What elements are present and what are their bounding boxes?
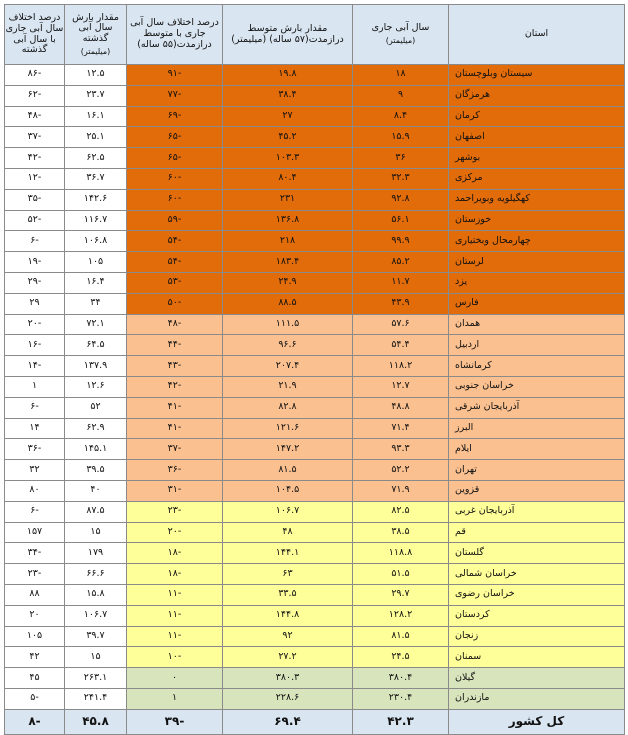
current-cell: ۳۸.۵	[353, 522, 449, 543]
avg-pct-cell: -۵۳	[127, 272, 223, 293]
avg-pct-cell: -۱۰	[127, 647, 223, 668]
table-row	[5, 460, 625, 481]
current-cell: ۴۳.۹	[353, 293, 449, 314]
province-cell: چهارمحال وبختیاری	[449, 231, 625, 252]
prev-pct-cell: -۲۹	[5, 272, 65, 293]
province-cell: زنجان	[449, 626, 625, 647]
province-cell: تهران	[449, 460, 625, 481]
prev-cell: ۲۴۱.۴	[65, 688, 127, 709]
avg-cell: ۱۱۱.۵	[223, 314, 353, 335]
table-row	[5, 272, 625, 293]
avg-pct-cell: ۱	[127, 688, 223, 709]
avg-pct-cell: -۶۵	[127, 148, 223, 169]
avg-cell: ۸۱.۵	[223, 460, 353, 481]
avg-pct-cell: -۱۸	[127, 564, 223, 585]
prev-cell: ۱۴۲.۶	[65, 189, 127, 210]
prev-pct-cell: ۳۲	[5, 460, 65, 481]
avg-pct-cell: -۶۹	[127, 106, 223, 127]
current-cell: ۹	[353, 85, 449, 106]
prev-pct-cell: ۲۰	[5, 605, 65, 626]
province-cell: آذربایجان غربی	[449, 501, 625, 522]
province-cell: البرز	[449, 418, 625, 439]
prev-cell: ۱۵.۸	[65, 584, 127, 605]
table-row	[5, 356, 625, 377]
avg-pct-cell: -۴۸	[127, 314, 223, 335]
avg-pct-cell: -۶۰	[127, 168, 223, 189]
current-cell: ۵۷.۶	[353, 314, 449, 335]
current-cell: ۲۹.۷	[353, 584, 449, 605]
table-row	[5, 688, 625, 709]
table-row	[5, 418, 625, 439]
prev-cell: ۱۳۷.۹	[65, 356, 127, 377]
table-row	[5, 522, 625, 543]
province-cell: لرستان	[449, 252, 625, 273]
prev-cell: ۷۲.۱	[65, 314, 127, 335]
avg-cell: ۱۰۳.۳	[223, 148, 353, 169]
province-cell: یزد	[449, 272, 625, 293]
prev-cell: ۱۰۵	[65, 252, 127, 273]
avg-cell: ۳۸۰.۳	[223, 668, 353, 689]
prev-pct-cell: ۴۲	[5, 647, 65, 668]
prev-cell: ۱۰۶.۷	[65, 605, 127, 626]
province-cell: خوزستان	[449, 210, 625, 231]
current-cell: ۵۱.۵	[353, 564, 449, 585]
avg-pct-cell: -۳۷	[127, 439, 223, 460]
avg-pct-cell: -۴۴	[127, 335, 223, 356]
province-cell: کرمان	[449, 106, 625, 127]
prev-pct-cell: -۱۹	[5, 252, 65, 273]
province-cell: اصفهان	[449, 127, 625, 148]
total-avg: ۶۹.۴	[223, 709, 353, 734]
total-row	[5, 709, 625, 734]
avg-cell: ۱۸۳.۴	[223, 252, 353, 273]
avg-pct-cell: -۳۶	[127, 460, 223, 481]
header-prev-pct: درصد اختلاف سال آبی جاری با سال آبی گذشته	[5, 5, 65, 65]
avg-pct-cell: -۱۸	[127, 543, 223, 564]
province-cell: ایلام	[449, 439, 625, 460]
table-row	[5, 231, 625, 252]
current-cell: ۱۵.۹	[353, 127, 449, 148]
prev-cell: ۲۳.۷	[65, 85, 127, 106]
current-cell: ۱۲۸.۲	[353, 605, 449, 626]
avg-cell: ۲۷	[223, 106, 353, 127]
prev-pct-cell: -۱۴	[5, 356, 65, 377]
header-province: استان	[449, 5, 625, 65]
province-cell: گلستان	[449, 543, 625, 564]
avg-cell: ۳۳.۵	[223, 584, 353, 605]
prev-pct-cell: -۲۰	[5, 314, 65, 335]
prev-cell: ۲۶۳.۱	[65, 668, 127, 689]
current-cell: ۹۲.۸	[353, 189, 449, 210]
avg-cell: ۲۷.۲	[223, 647, 353, 668]
prev-pct-cell: ۱۰۵	[5, 626, 65, 647]
current-cell: ۲۴.۵	[353, 647, 449, 668]
prev-cell: ۳۴	[65, 293, 127, 314]
avg-cell: ۱۴۴.۱	[223, 543, 353, 564]
province-cell: کرمانشاه	[449, 356, 625, 377]
prev-pct-cell: -۸۶	[5, 65, 65, 86]
province-cell: بوشهر	[449, 148, 625, 169]
table-row	[5, 189, 625, 210]
table-row	[5, 106, 625, 127]
avg-cell: ۱۹.۸	[223, 65, 353, 86]
avg-cell: ۲۰۷.۴	[223, 356, 353, 377]
avg-cell: ۱۴۷.۲	[223, 439, 353, 460]
current-cell: ۹۳.۳	[353, 439, 449, 460]
province-cell: گیلان	[449, 668, 625, 689]
province-cell: آذربایجان شرقی	[449, 397, 625, 418]
prev-pct-cell: -۵۲	[5, 210, 65, 231]
province-cell: سیستان وبلوچستان	[449, 65, 625, 86]
prev-cell: ۵۲	[65, 397, 127, 418]
prev-pct-cell: -۱۶	[5, 335, 65, 356]
avg-pct-cell: -۱۱	[127, 584, 223, 605]
avg-cell: ۸۲.۸	[223, 397, 353, 418]
avg-pct-cell: -۵۴	[127, 252, 223, 273]
rainfall-table	[4, 4, 625, 735]
prev-cell: ۳۹.۷	[65, 626, 127, 647]
province-cell: اردبیل	[449, 335, 625, 356]
table-row	[5, 335, 625, 356]
avg-cell: ۸۸.۵	[223, 293, 353, 314]
avg-pct-cell: -۲۰	[127, 522, 223, 543]
prev-pct-cell: -۳۶	[5, 439, 65, 460]
avg-pct-cell: -۲۳	[127, 501, 223, 522]
prev-cell: ۸۷.۵	[65, 501, 127, 522]
table-row	[5, 564, 625, 585]
current-cell: ۱۸	[353, 65, 449, 86]
table-row	[5, 168, 625, 189]
table-row	[5, 543, 625, 564]
province-cell: خراسان جنوبی	[449, 376, 625, 397]
prev-cell: ۱۱۶.۷	[65, 210, 127, 231]
total-current: ۴۲.۳	[353, 709, 449, 734]
header-current: سال آبی جاری (میلیمتر)	[353, 5, 449, 65]
total-prev: ۴۵.۸	[65, 709, 127, 734]
table-row	[5, 65, 625, 86]
prev-cell: ۱۵	[65, 647, 127, 668]
current-cell: ۱۱.۷	[353, 272, 449, 293]
table-row	[5, 647, 625, 668]
header-row	[5, 5, 625, 65]
prev-cell: ۲۵.۱	[65, 127, 127, 148]
avg-pct-cell: -۴۳	[127, 356, 223, 377]
prev-pct-cell: -۴۲	[5, 148, 65, 169]
current-cell: ۷۱.۹	[353, 480, 449, 501]
avg-pct-cell: -۶۰	[127, 189, 223, 210]
current-cell: ۳۲.۳	[353, 168, 449, 189]
prev-pct-cell: -۳۴	[5, 543, 65, 564]
prev-pct-cell: -۲۳	[5, 564, 65, 585]
table-row	[5, 501, 625, 522]
avg-cell: ۱۰۶.۷	[223, 501, 353, 522]
total-province: کل کشور	[449, 709, 625, 734]
avg-pct-cell: -۶۵	[127, 127, 223, 148]
avg-cell: ۹۲	[223, 626, 353, 647]
avg-cell: ۸۰.۴	[223, 168, 353, 189]
current-cell: ۴۸.۸	[353, 397, 449, 418]
prev-cell: ۱۲.۵	[65, 65, 127, 86]
prev-pct-cell: -۶	[5, 501, 65, 522]
prev-cell: ۱۴۵.۱	[65, 439, 127, 460]
avg-pct-cell: -۳۱	[127, 480, 223, 501]
current-cell: ۱۱۸.۲	[353, 356, 449, 377]
table-row	[5, 210, 625, 231]
prev-pct-cell: ۲۹	[5, 293, 65, 314]
avg-cell: ۲۱۸	[223, 231, 353, 252]
total-prev-pct: -۸	[5, 709, 65, 734]
avg-cell: ۱۰۴.۵	[223, 480, 353, 501]
current-cell: ۳۸۰.۴	[353, 668, 449, 689]
avg-cell: ۹۶.۶	[223, 335, 353, 356]
prev-pct-cell: -۴۸	[5, 106, 65, 127]
header-prev: مقدار بارش سال آبی گذشته (میلیمتر)	[65, 5, 127, 65]
header-avg: مقدار بارش متوسط درازمدت(۵۷ ساله) (میلیمتر)	[223, 5, 353, 65]
prev-cell: ۳۹.۵	[65, 460, 127, 481]
avg-pct-cell: -۱۱	[127, 605, 223, 626]
current-cell: ۷۱.۴	[353, 418, 449, 439]
prev-pct-cell: -۶۲	[5, 85, 65, 106]
avg-cell: ۲۴.۹	[223, 272, 353, 293]
table-row	[5, 314, 625, 335]
current-cell: ۹۹.۹	[353, 231, 449, 252]
current-cell: ۸۱.۵	[353, 626, 449, 647]
prev-pct-cell: ۸۸	[5, 584, 65, 605]
table-row	[5, 584, 625, 605]
table-row	[5, 626, 625, 647]
current-cell: ۳۶	[353, 148, 449, 169]
province-cell: سمنان	[449, 647, 625, 668]
avg-pct-cell: -۱۱	[127, 626, 223, 647]
prev-pct-cell: -۱۲	[5, 168, 65, 189]
prev-pct-cell: -۳۷	[5, 127, 65, 148]
prev-cell: ۶۶.۶	[65, 564, 127, 585]
province-cell: خراسان شمالی	[449, 564, 625, 585]
prev-cell: ۱۷۹	[65, 543, 127, 564]
current-cell: ۲۳۰.۴	[353, 688, 449, 709]
province-cell: خراسان رضوی	[449, 584, 625, 605]
province-cell: کردستان	[449, 605, 625, 626]
province-cell: همدان	[449, 314, 625, 335]
avg-pct-cell: -۵۹	[127, 210, 223, 231]
prev-cell: ۶۲.۹	[65, 418, 127, 439]
table-row	[5, 376, 625, 397]
avg-pct-cell: -۹۱	[127, 65, 223, 86]
table-row	[5, 252, 625, 273]
current-cell: ۸.۴	[353, 106, 449, 127]
current-cell: ۱۱۸.۸	[353, 543, 449, 564]
prev-cell: ۱۶.۴	[65, 272, 127, 293]
table-row	[5, 293, 625, 314]
province-cell: قم	[449, 522, 625, 543]
province-cell: کهگیلویه وبویراحمد	[449, 189, 625, 210]
current-cell: ۵۴.۴	[353, 335, 449, 356]
avg-cell: ۱۲۱.۶	[223, 418, 353, 439]
prev-pct-cell: ۱۵۷	[5, 522, 65, 543]
avg-pct-cell: -۵۴	[127, 231, 223, 252]
prev-cell: ۴۰	[65, 480, 127, 501]
prev-cell: ۱۵	[65, 522, 127, 543]
prev-pct-cell: -۵	[5, 688, 65, 709]
current-cell: ۱۲.۷	[353, 376, 449, 397]
avg-pct-cell: -۴۲	[127, 376, 223, 397]
avg-pct-cell: -۴۱	[127, 397, 223, 418]
table-row	[5, 668, 625, 689]
province-cell: قزوین	[449, 480, 625, 501]
table-row	[5, 85, 625, 106]
avg-cell: ۶۳	[223, 564, 353, 585]
province-cell: مرکزی	[449, 168, 625, 189]
avg-cell: ۴۸	[223, 522, 353, 543]
prev-pct-cell: ۱	[5, 376, 65, 397]
prev-pct-cell: ۱۴	[5, 418, 65, 439]
table-row	[5, 480, 625, 501]
prev-cell: ۳۶.۷	[65, 168, 127, 189]
header-avg-pct: درصد اختلاف سال آبی جاری با متوسط درازمدت(۵۵ ساله)	[127, 5, 223, 65]
prev-pct-cell: ۴۵	[5, 668, 65, 689]
province-cell: مازندران	[449, 688, 625, 709]
avg-cell: ۲۲۸.۶	[223, 688, 353, 709]
current-cell: ۵۲.۲	[353, 460, 449, 481]
prev-cell: ۶۴.۵	[65, 335, 127, 356]
current-cell: ۵۶.۱	[353, 210, 449, 231]
province-cell: فارس	[449, 293, 625, 314]
prev-cell: ۱۲.۶	[65, 376, 127, 397]
avg-pct-cell: -۷۷	[127, 85, 223, 106]
province-cell: هرمزگان	[449, 85, 625, 106]
prev-pct-cell: -۶	[5, 397, 65, 418]
avg-cell: ۳۸.۴	[223, 85, 353, 106]
avg-cell: ۲۱.۹	[223, 376, 353, 397]
prev-pct-cell: -۳۵	[5, 189, 65, 210]
avg-pct-cell: -۴۱	[127, 418, 223, 439]
avg-cell: ۱۴۴.۸	[223, 605, 353, 626]
current-cell: ۸۵.۲	[353, 252, 449, 273]
prev-cell: ۱۰۶.۸	[65, 231, 127, 252]
table-row	[5, 605, 625, 626]
table-row	[5, 148, 625, 169]
avg-pct-cell: -۵۰	[127, 293, 223, 314]
total-avg-pct: -۳۹	[127, 709, 223, 734]
prev-cell: ۱۶.۱	[65, 106, 127, 127]
table-row	[5, 439, 625, 460]
avg-cell: ۲۳۱	[223, 189, 353, 210]
avg-cell: ۴۵.۲	[223, 127, 353, 148]
avg-cell: ۱۳۶.۸	[223, 210, 353, 231]
prev-pct-cell: -۶	[5, 231, 65, 252]
table-row	[5, 397, 625, 418]
current-cell: ۸۲.۵	[353, 501, 449, 522]
prev-cell: ۶۲.۵	[65, 148, 127, 169]
table-row	[5, 127, 625, 148]
avg-pct-cell: ۰	[127, 668, 223, 689]
prev-pct-cell: ۸۰	[5, 480, 65, 501]
